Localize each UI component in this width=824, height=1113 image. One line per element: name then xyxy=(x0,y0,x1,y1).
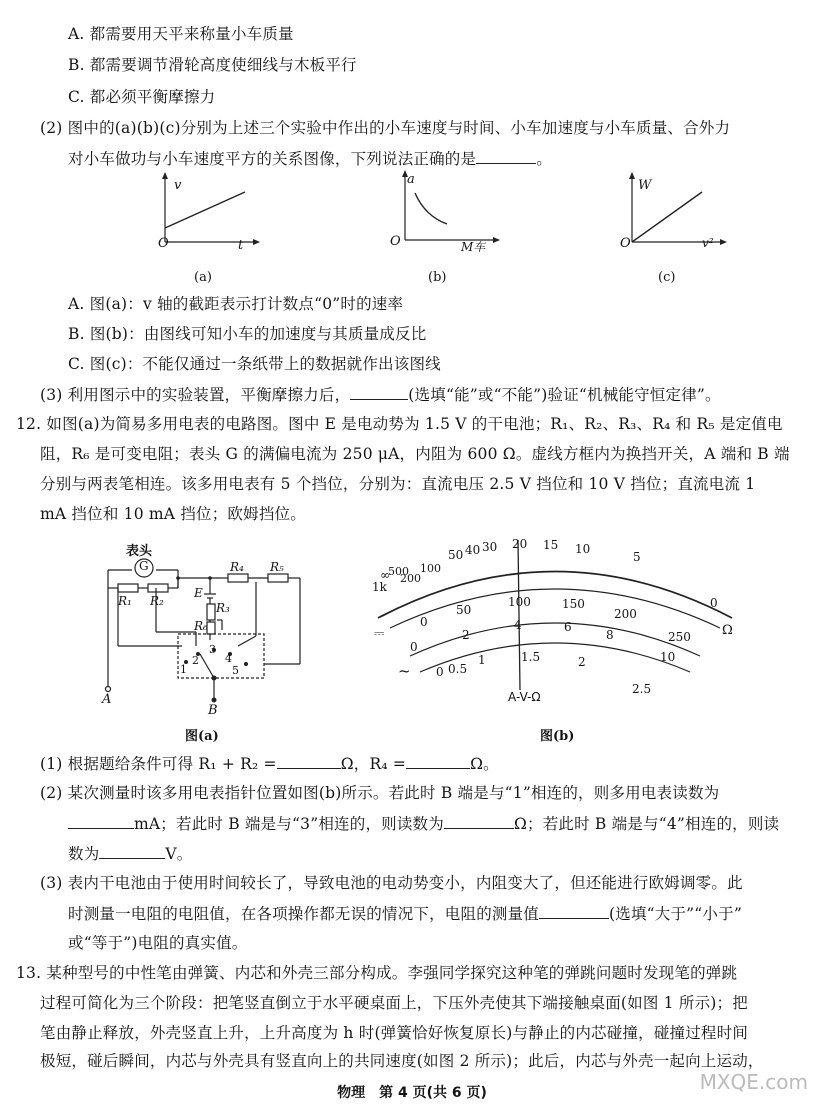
dc10-tick-0: 0 xyxy=(410,640,418,654)
ohm-tick-500: 500 xyxy=(388,565,409,578)
dc10-tick-4: 4 xyxy=(514,618,522,632)
answer-blank[interactable] xyxy=(350,383,408,400)
r1-label: R₁ xyxy=(118,594,132,608)
battery-label: E xyxy=(194,586,203,600)
q11-part2-option-b: B. 图(b)：由图线可知小车的加速度与其质量成反比 xyxy=(68,325,427,343)
resistor-r3 xyxy=(207,604,215,620)
q13-line3: 笔由静止释放，外壳竖直上升，上升高度为 h 时(弹簧恰好恢复原长)与静止的内芯碰撞，碰撞过程时间 xyxy=(40,1024,749,1042)
ac-tick-1-5: 1.5 xyxy=(521,650,541,664)
graph-a-origin: O xyxy=(158,236,169,251)
dc250-tick-250: 250 xyxy=(668,630,691,644)
ohm-tick-10: 10 xyxy=(575,542,591,556)
graph-a-caption: (a) xyxy=(194,270,212,285)
switch-pos-2: 2 xyxy=(192,654,199,667)
ohm-tick-30: 30 xyxy=(482,540,498,554)
q12-line3: 分别与两表笔相连。该多用电表有 5 个挡位，分别为：直流电压 2.5 V 挡位和 10 V 挡位；直流电流 1 xyxy=(40,475,756,493)
answer-blank[interactable] xyxy=(406,752,470,769)
q11-option-a: A. 都需要用天平来称量小车质量 xyxy=(68,25,294,43)
graph-b-caption: (b) xyxy=(428,270,447,285)
q12-line1: 12. 如图(a)为简易多用电表的电路图。图中 E 是电动势为 1.5 V 的干电池；R₁、R₂、R₃、R₄ 和 R₅ 是定值电 xyxy=(16,415,783,433)
graph-b-curve xyxy=(415,193,447,224)
q11-part2-line1: (2) 图中的(a)(b)(c)分别为上述三个实验中作出的小车速度与时间、小车加速度与小车质量、合外力 xyxy=(40,119,731,137)
ac-tick-1: 1 xyxy=(478,653,486,667)
watermark: MXQE.com xyxy=(699,1070,808,1094)
ohm-tick-200: 200 xyxy=(400,572,421,585)
q13-line4: 极短，碰后瞬间，内芯与外壳具有竖直向上的共同速度(如图 2 所示)；此后，内芯与外壳一起向上运动， xyxy=(40,1052,764,1070)
graph-a-line xyxy=(165,192,245,228)
dial-caption: 图(b) xyxy=(540,729,575,744)
switch-pos-5: 5 xyxy=(232,664,239,677)
ohm-tick-15: 15 xyxy=(543,538,559,552)
ohm-arc xyxy=(390,589,720,628)
resistor-r2 xyxy=(148,584,168,592)
q11-part2-option-a: A. 图(a)：v 轴的截距表示打计数点“0”时的速率 xyxy=(68,295,404,313)
ohm-tick-5: 5 xyxy=(633,550,641,564)
switch-pos-3: 3 xyxy=(209,643,216,656)
answer-blank[interactable] xyxy=(68,812,134,829)
switch-pos-1: 1 xyxy=(180,663,187,676)
dc10-tick-8: 8 xyxy=(606,628,614,642)
q11-part3: (3) 利用图示中的实验装置，平衡摩擦力后， (选填“能”或“不能”)验证“机械能守恒定律”。 xyxy=(40,383,721,406)
ac-symbol: ~ xyxy=(398,662,411,680)
ohm-symbol: Ω xyxy=(722,623,733,638)
terminal-a-label: A xyxy=(102,692,112,707)
graph-c-origin: O xyxy=(620,236,631,251)
ac-tick-0: 0 xyxy=(436,665,444,679)
graph-a-xlabel: t xyxy=(238,238,244,253)
q12-sub2-line1: (2) 某次测量时该多用电表指针位置如图(b)所示。若此时 B 端是与“1”相连的，则多用电表读数为 xyxy=(40,784,720,802)
dc10-tick-6: 6 xyxy=(564,620,572,634)
dc10-tick-10: 10 xyxy=(660,650,676,664)
q12-sub3-line3: 或“等于”)电阻的真实值。 xyxy=(68,934,248,952)
dc10-tick-2: 2 xyxy=(462,628,470,642)
ohm-tick-50: 50 xyxy=(448,548,464,562)
q13-line1: 13. 某种型号的中性笔由弹簧、内芯和外壳三部分构成。李强同学探究这种笔的弹跳问题时发现笔的弹跳 xyxy=(16,964,738,982)
dc250-tick-50: 50 xyxy=(456,603,472,617)
ohm-tick-inf: ∞ xyxy=(380,568,390,582)
graph-c-line xyxy=(632,192,702,242)
ac-tick-2-5: 2.5 xyxy=(632,682,652,696)
answer-blank[interactable] xyxy=(539,902,609,919)
q12-sub3-line1: (3) 表内干电池由于使用时间较长了，导致电池的电动势变小，内阻变大了，但还能进行欧姆调零。此 xyxy=(40,874,743,892)
r3-label: R₃ xyxy=(216,601,230,615)
resistor-r1 xyxy=(118,584,138,592)
answer-blank[interactable] xyxy=(277,752,341,769)
resistor-r6 xyxy=(207,622,215,634)
graph-c-xlabel: v² xyxy=(702,236,714,250)
pointer xyxy=(518,540,520,690)
q12-sub2-line2: mA；若此时 B 端是与“3”相连的，则读数为 Ω；若此时 B 端是与“4”相连的，则读 xyxy=(68,812,779,835)
ohm-tick-0: 0 xyxy=(710,596,718,610)
dc250-tick-150: 150 xyxy=(562,597,585,611)
dc-symbol: ⎓ xyxy=(374,626,385,641)
r5-label: R₅ xyxy=(270,560,284,574)
q12-line4: mA 挡位和 10 mA 挡位；欧姆挡位。 xyxy=(40,505,306,523)
q12-sub1: (1) 根据题给条件可得 R₁ + R₂ = Ω，R₄ = Ω。 xyxy=(40,752,499,775)
resistor-r5 xyxy=(268,574,288,582)
r4-label: R₄ xyxy=(230,560,244,574)
graph-c-caption: (c) xyxy=(658,270,676,285)
ac-tick-0-5: 0.5 xyxy=(448,662,468,676)
ohm-tick-1k: 1k xyxy=(372,580,387,594)
q12-sub2-line3: 数为 V。 xyxy=(68,842,193,865)
graph-b xyxy=(385,168,505,253)
meter-label: 表头 xyxy=(126,544,153,559)
dc-arc xyxy=(410,623,700,656)
ohm-tick-100: 100 xyxy=(420,562,441,575)
q13-line2: 过程可简化为三个阶段：把笔竖直倒立于水平硬桌面上，下压外壳使其下端接触桌面(如图 1 所示)；把 xyxy=(40,994,748,1012)
meter-dial xyxy=(360,530,750,720)
circuit-caption: 图(a) xyxy=(185,729,219,744)
galvanometer-label: G xyxy=(139,559,149,573)
ohm-tick-40: 40 xyxy=(465,543,481,557)
dc250-tick-0: 0 xyxy=(420,615,428,629)
ohm-tick-20: 20 xyxy=(512,537,528,551)
q11-option-c: C. 都必须平衡摩擦力 xyxy=(68,88,216,106)
terminal-b-label: B xyxy=(208,703,218,718)
answer-blank[interactable] xyxy=(444,812,514,829)
resistor-r4 xyxy=(228,574,248,582)
q12-line2: 阻，R₆ 是可变电阻；表头 G 的满偏电流为 250 μA，内阻为 600 Ω。虚线方框内为换挡开关，A 端和 B 端 xyxy=(40,445,790,463)
answer-blank[interactable] xyxy=(476,147,536,164)
page-footer: 物理 第 4 页(共 6 页) xyxy=(337,1085,487,1101)
graph-c-ylabel: W xyxy=(638,178,652,193)
dc250-tick-200: 200 xyxy=(614,607,637,621)
q11-part2-option-c: C. 图(c)：不能仅通过一条纸带上的数据就作出该图线 xyxy=(68,355,441,373)
ac-tick-2: 2 xyxy=(578,655,586,669)
r6-label: R₆ xyxy=(194,619,208,633)
answer-blank[interactable] xyxy=(99,842,165,859)
dc250-tick-100: 100 xyxy=(508,595,531,609)
graph-b-ylabel: a xyxy=(407,172,415,187)
q11-option-b: B. 都需要调节滑轮高度使细线与木板平行 xyxy=(68,56,357,74)
r2-label: R₂ xyxy=(150,594,164,608)
graph-b-origin: O xyxy=(390,234,401,249)
switch-pos-4: 4 xyxy=(225,652,232,665)
graph-b-xlabel: M车 xyxy=(461,240,486,254)
q11-part2-line2: 对小车做功与小车速度平方的关系图像，下列说法正确的是 。 xyxy=(68,147,552,170)
graph-a-ylabel: v xyxy=(174,178,182,193)
q12-sub3-line2: 时测量一电阻的电阻值，在各项操作都无误的情况下，电阻的测量值 (选填“大于”“小于” xyxy=(68,902,742,925)
dial-center-label: A-V-Ω xyxy=(508,690,541,704)
